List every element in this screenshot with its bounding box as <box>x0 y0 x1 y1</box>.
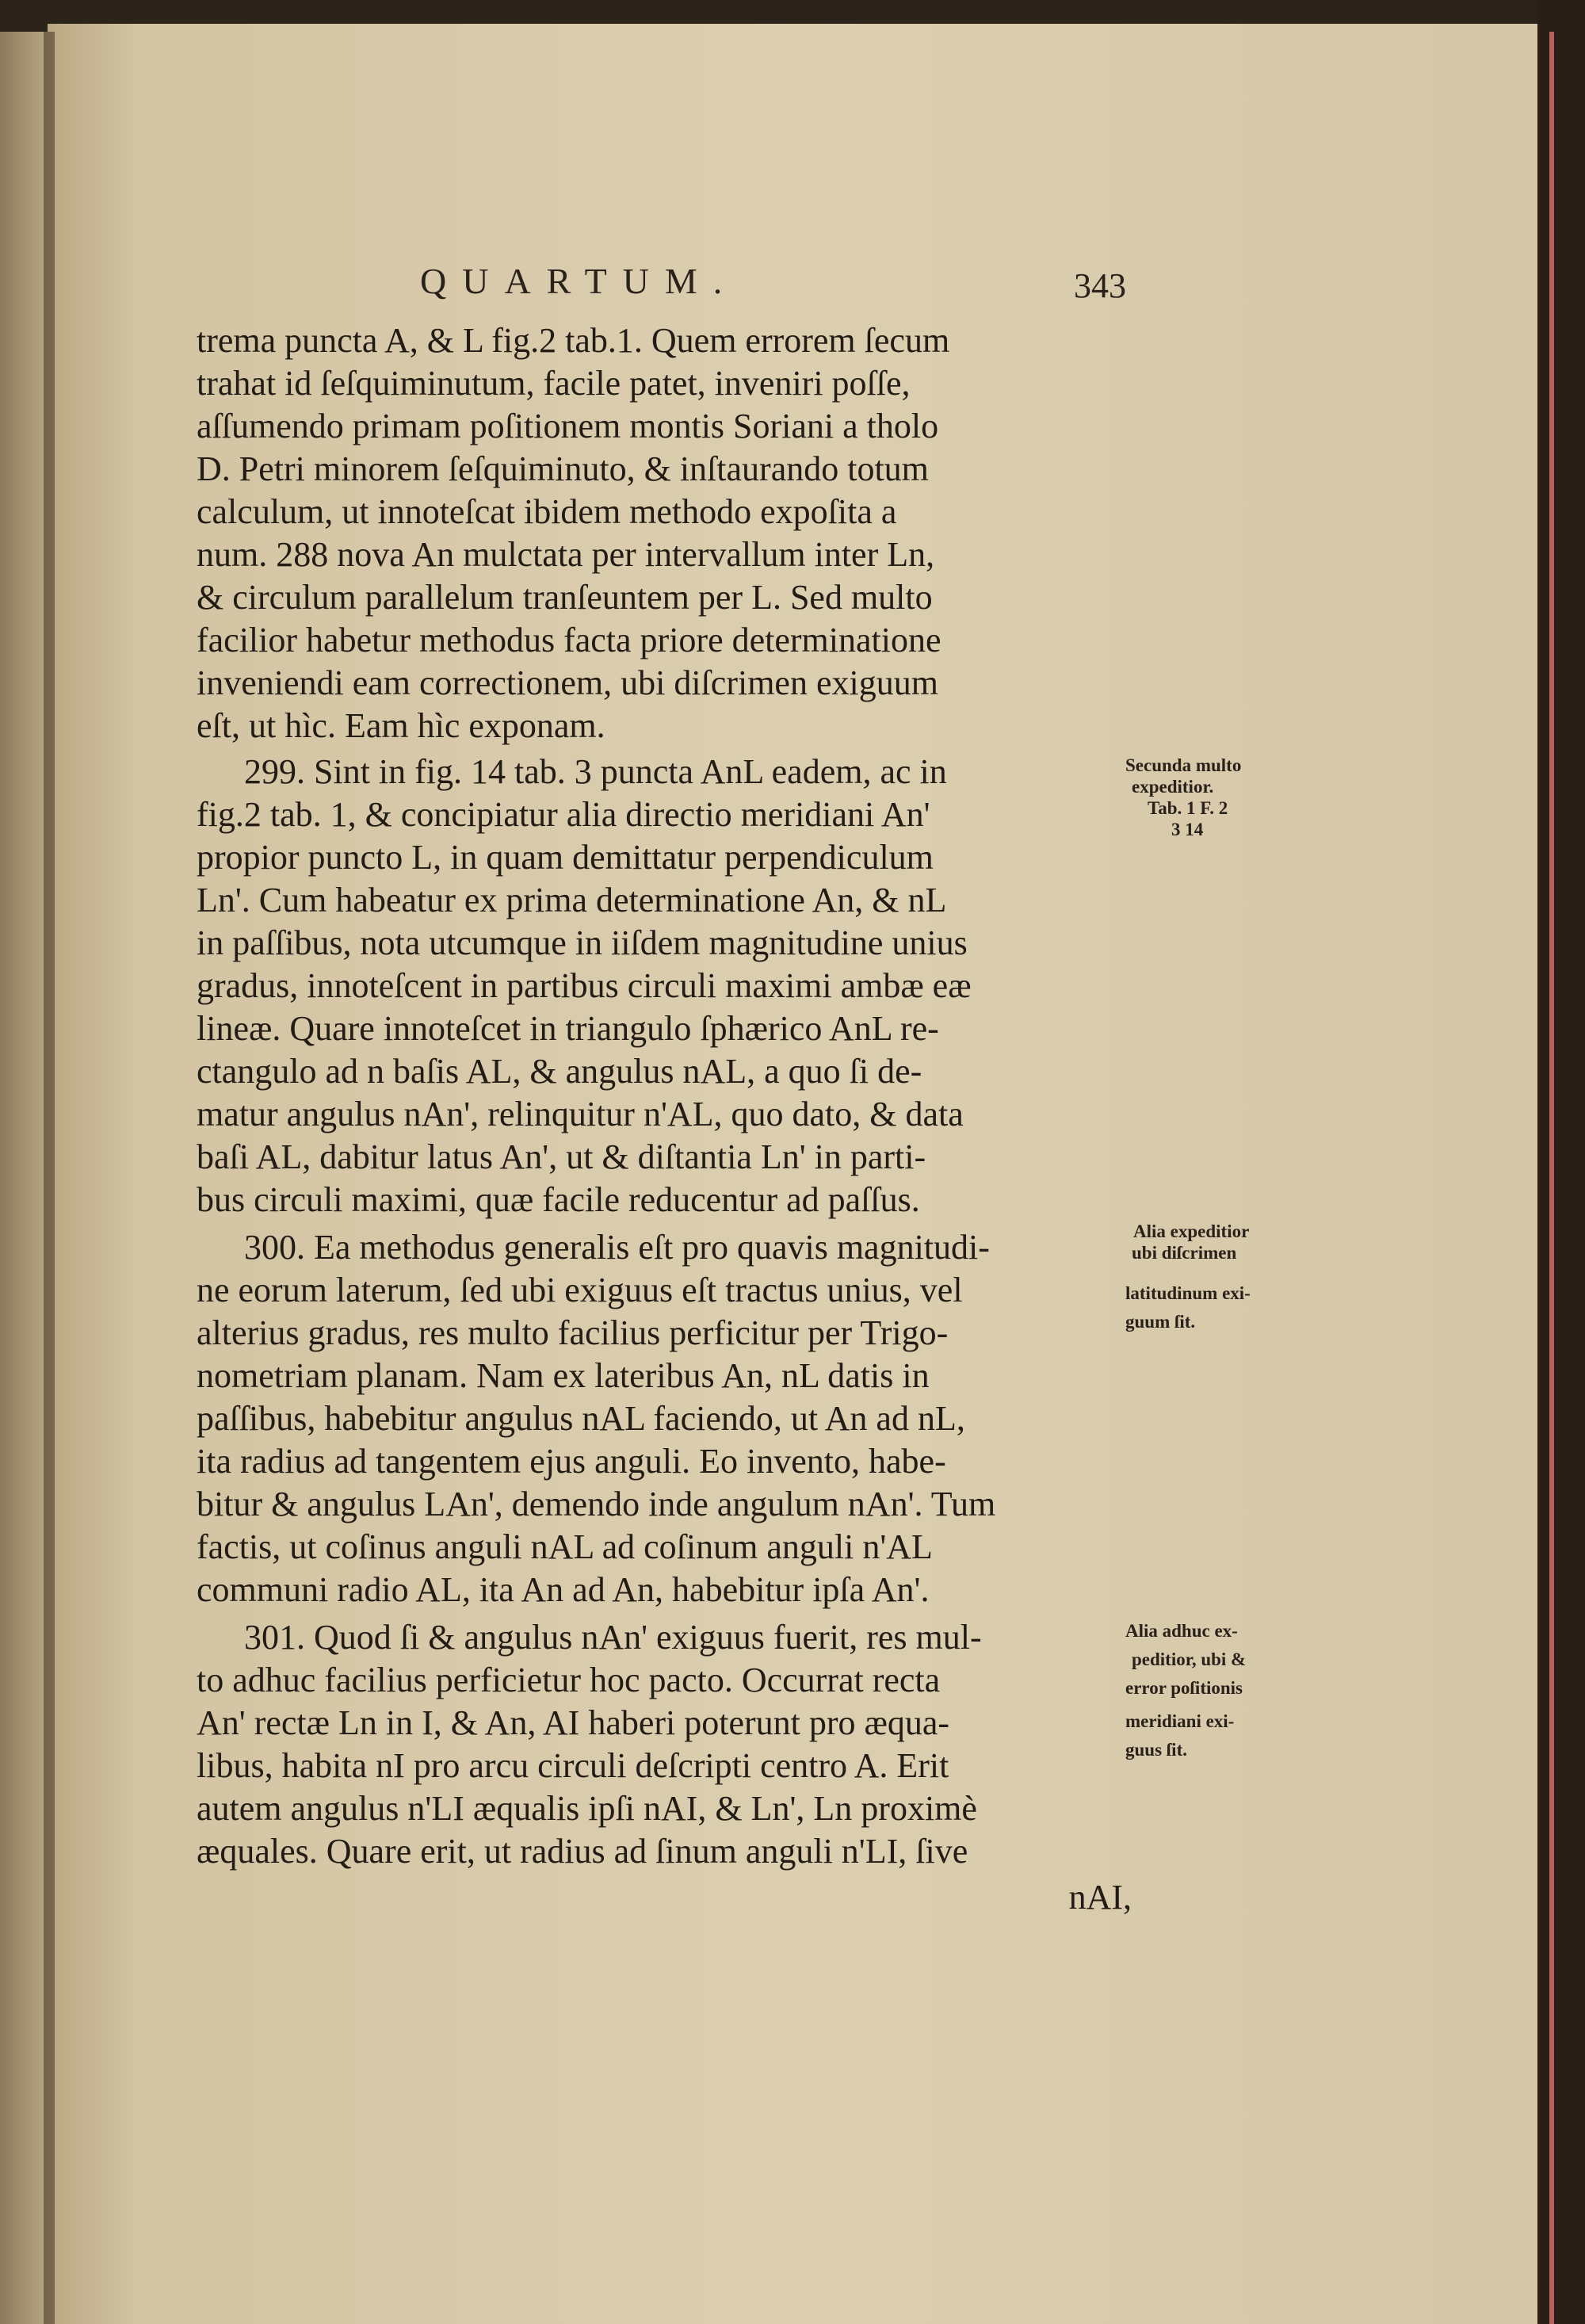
text-line: inveniendi eam correctionem, ubi diſcrimen exiguum <box>197 663 938 702</box>
text-line: baſi AL, dabitur latus An', ut & diſtantia Ln' in parti- <box>197 1137 926 1176</box>
text-line: An' rectæ Ln in I, & An, AI haberi poterunt pro æqua- <box>197 1703 950 1742</box>
text-line: ne eorum laterum, ſed ubi exiguus eſt tractus unius, vel <box>197 1271 963 1309</box>
paragraph-299-start: 299. Sint in fig. 14 tab. 3 puncta AnL eadem, ac in <box>244 752 947 791</box>
text-line: eſt, ut hìc. Eam hìc exponam. <box>197 706 605 745</box>
paragraph-301-start: 301. Quod ſi & angulus nAn' exiguus fuerit, res mul- <box>244 1618 982 1657</box>
margin-note-line: peditior, ubi & <box>1132 1649 1247 1669</box>
text-line: calculum, ut innoteſcat ibidem methodo expoſita a <box>197 492 897 531</box>
margin-note-line: Secunda multo <box>1125 755 1242 775</box>
paragraph-300-start: 300. Ea methodus generalis eſt pro quavis magnitudi- <box>244 1228 990 1267</box>
text-line: fig.2 tab. 1, & concipiatur alia directio meridiani An' <box>197 795 930 834</box>
text-line: matur angulus nAn', relinquitur n'AL, quo dato, & data <box>197 1095 964 1133</box>
text-line: D. Petri minorem ſeſquiminuto, & inſtaurando totum <box>197 449 929 488</box>
text-line: to adhuc facilius perficietur hoc pacto. Occurrat recta <box>197 1661 941 1699</box>
previous-page-edge <box>0 32 48 2324</box>
text-line: factis, ut coſinus anguli nAL ad coſinum anguli n'AL <box>197 1527 933 1566</box>
margin-note-line: guus ſit. <box>1125 1740 1187 1760</box>
text-line: aſſumendo primam poſitionem montis Soriani a tholo <box>197 407 939 445</box>
text-line: autem angulus n'LI æqualis ipſi nAI, & Ln', Ln proximè <box>197 1789 977 1828</box>
margin-note-line: error poſitionis <box>1125 1678 1243 1698</box>
margin-note-line: 3 14 <box>1171 820 1204 839</box>
text-line: num. 288 nova An mulctata per intervallum inter Ln, <box>197 535 935 574</box>
margin-note-line: expeditior. <box>1132 777 1214 797</box>
text-line: communi radio AL, ita An ad An, habebitur ipſa An'. <box>197 1570 930 1609</box>
text-line: libus, habita nI pro arcu circuli deſcripti centro A. Erit <box>197 1746 949 1785</box>
margin-note-line: Alia expeditior <box>1133 1221 1250 1241</box>
page-number: 343 <box>1074 266 1126 305</box>
catchword: nAI, <box>1068 1878 1132 1917</box>
text-line: bus circuli maximi, quæ facile reducentur ad paſſus. <box>197 1180 920 1219</box>
margin-note-line: Tab. 1 F. 2 <box>1148 798 1228 818</box>
text-line: bitur & angulus LAn', demendo inde angulum nAn'. Tum <box>197 1485 996 1523</box>
text-line: gradus, innoteſcent in partibus circuli maximi ambæ eæ <box>197 966 972 1005</box>
margin-note-line: meridiani exi- <box>1125 1711 1235 1731</box>
text-line: propior puncto L, in quam demittatur perpendiculum <box>197 838 934 877</box>
text-line: nometriam planam. Nam ex lateribus An, nL datis in <box>197 1356 930 1395</box>
text-line: trema puncta A, & L fig.2 tab.1. Quem errorem ſecum <box>197 321 950 360</box>
text-line: lineæ. Quare innoteſcet in triangulo ſphærico AnL re- <box>197 1009 939 1048</box>
margin-note-line: ubi diſcrimen <box>1132 1243 1237 1263</box>
running-title: QUARTUM. <box>420 261 739 301</box>
margin-note-line: latitudinum exi- <box>1125 1283 1251 1303</box>
text-line: Ln'. Cum habeatur ex prima determinatione An, & nL <box>197 881 947 919</box>
text-line: alterius gradus, res multo facilius perficitur per Trigo- <box>197 1313 949 1352</box>
text-line: paſſibus, habebitur angulus nAL faciendo, ut An ad nL, <box>197 1399 965 1438</box>
text-line: facilior habetur methodus facta priore determinatione <box>197 621 941 659</box>
text-line: trahat id ſeſquiminutum, facile patet, inveniri poſſe, <box>197 364 911 403</box>
margin-note-line: guum ſit. <box>1125 1312 1196 1332</box>
text-line: in paſſibus, nota utcumque in iiſdem magnitudine unius <box>197 923 968 962</box>
text-line: æquales. Quare erit, ut radius ad ſinum anguli n'LI, ſive <box>197 1832 968 1871</box>
text-line: ita radius ad tangentem ejus anguli. Eo invento, habe- <box>197 1442 946 1481</box>
margin-note-line: Alia adhuc ex- <box>1125 1621 1238 1641</box>
text-line: ctangulo ad n baſis AL, & angulus nAL, a quo ſi de- <box>197 1052 922 1091</box>
text-line: & circulum parallelum tranſeuntem per L. Sed multo <box>197 578 933 617</box>
